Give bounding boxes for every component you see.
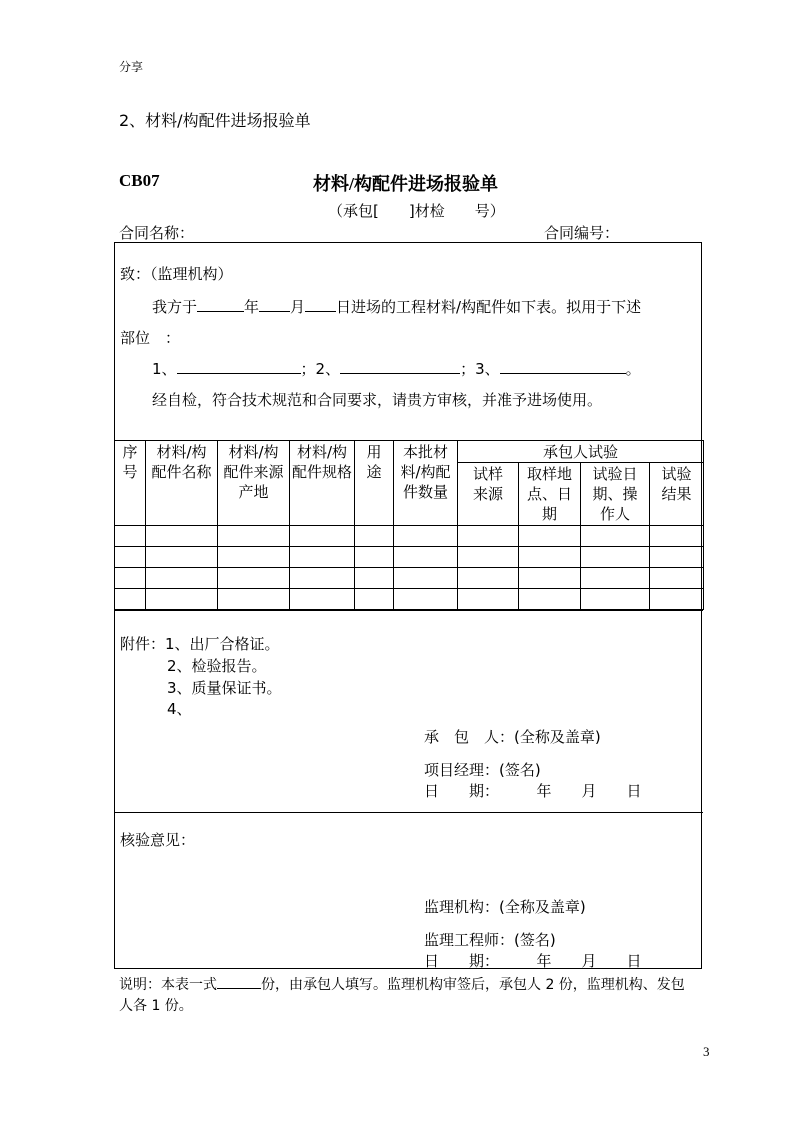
table-cell[interactable] (458, 568, 519, 589)
table-cell[interactable] (146, 568, 218, 589)
table-cell[interactable] (581, 526, 650, 547)
col-header-seq: 序号 (115, 441, 146, 526)
note-suffix: 份，由承包人填写。监理机构审签后，承包人 2 份，监理机构、发包 (261, 977, 685, 993)
col-header-use: 用途 (355, 441, 394, 526)
item2-label: ；2、 (300, 360, 341, 378)
p1-month: 月 (290, 298, 306, 316)
col-header-spec: 材料/构配件规格 (290, 441, 355, 526)
month-blank[interactable] (259, 297, 290, 312)
note-prefix: 说明：本表一式 (119, 977, 217, 993)
table-cell[interactable] (290, 589, 355, 610)
self-check-paragraph: 经自检，符合技术规范和合同要求，请贵方审核，并准予进场使用。 (152, 391, 603, 409)
page-number: 3 (703, 1044, 710, 1059)
item2-blank[interactable] (340, 359, 460, 374)
table-cell[interactable] (519, 547, 581, 568)
copies-blank[interactable] (217, 974, 261, 989)
col-header-name: 材料/构配件名称 (146, 441, 218, 526)
p1-year: 年 (244, 298, 260, 316)
table-cell[interactable] (115, 568, 146, 589)
table-body (115, 526, 704, 610)
contract-number-label: 合同编号： (544, 224, 620, 242)
contractor-date-line: 日 期： 年 月 日 (424, 782, 642, 800)
table-cell[interactable] (218, 568, 290, 589)
entry-date-paragraph (152, 296, 641, 317)
table-cell[interactable] (650, 526, 704, 547)
table-cell[interactable] (650, 589, 704, 610)
table-cell[interactable] (115, 589, 146, 610)
divider-attachments (114, 610, 703, 611)
table-cell[interactable] (355, 547, 394, 568)
table-cell[interactable] (581, 589, 650, 610)
table-cell[interactable] (394, 589, 458, 610)
col-header-sample-source: 试样来源 (458, 463, 519, 526)
table-cell[interactable] (355, 568, 394, 589)
table-row (115, 589, 704, 610)
form-code: CB07 (119, 171, 160, 190)
supervisor-org-line: 监理机构：(全称及盖章) (424, 898, 586, 916)
table-cell[interactable] (290, 547, 355, 568)
addressee-line: 致：（监理机构） (120, 265, 233, 283)
day-blank[interactable] (305, 297, 336, 312)
table-cell[interactable] (394, 568, 458, 589)
table-row (115, 526, 704, 547)
item1-label: 1、 (152, 360, 177, 378)
col-header-sample-place: 取样地点、日期 (519, 463, 581, 526)
divider-review (114, 812, 703, 813)
table-cell[interactable] (146, 526, 218, 547)
table-cell[interactable] (394, 526, 458, 547)
table-cell[interactable] (519, 568, 581, 589)
col-header-origin: 材料/构配件来源产地 (218, 441, 290, 526)
table-cell[interactable] (581, 568, 650, 589)
page-header-tag: 分享 (119, 60, 144, 74)
table-cell[interactable] (519, 526, 581, 547)
review-opinion-label: 核验意见： (120, 831, 196, 849)
table-cell[interactable] (355, 526, 394, 547)
table-row (115, 568, 704, 589)
materials-table (114, 440, 704, 610)
attachments-label: 附件：1、出厂合格证。 (120, 635, 280, 653)
table-cell[interactable] (146, 589, 218, 610)
table-cell[interactable] (218, 547, 290, 568)
item1-blank[interactable] (177, 359, 301, 374)
items-end: 。 (625, 360, 641, 378)
table-cell[interactable] (581, 547, 650, 568)
table-cell[interactable] (290, 526, 355, 547)
table-cell[interactable] (115, 526, 146, 547)
attachment-item-2: 2、检验报告。 (167, 657, 267, 675)
table-cell[interactable] (519, 589, 581, 610)
note-line-1 (119, 974, 685, 994)
col-header-test-date: 试验日期、操作人 (581, 463, 650, 526)
col-group-contractor-test: 承包人试验 (458, 441, 704, 463)
contract-name-label: 合同名称： (119, 224, 195, 242)
form-subtitle: （承包[ ]材检 号） (328, 202, 505, 220)
table-cell[interactable] (218, 526, 290, 547)
note-line-2: 人各 1 份。 (119, 998, 193, 1014)
table-cell[interactable] (458, 589, 519, 610)
usage-items-line (152, 358, 641, 379)
p1-prefix: 我方于 (152, 298, 198, 316)
project-manager-line: 项目经理：(签名) (424, 761, 541, 779)
location-paragraph: 部位 ： (120, 329, 181, 347)
table-cell[interactable] (146, 547, 218, 568)
table-cell[interactable] (290, 568, 355, 589)
table-cell[interactable] (394, 547, 458, 568)
table-cell[interactable] (458, 547, 519, 568)
table-row (115, 547, 704, 568)
table-cell[interactable] (650, 547, 704, 568)
supervisor-engineer-line: 监理工程师：(签名) (424, 931, 556, 949)
attachment-item-4: 4、 (167, 700, 192, 718)
col-header-test-result: 试验结果 (650, 463, 704, 526)
supervisor-date-line: 日 期： 年 月 日 (424, 952, 642, 970)
form-title: 材料/构配件进场报验单 (313, 174, 498, 194)
table-cell[interactable] (218, 589, 290, 610)
item3-label: ；3、 (460, 360, 500, 378)
col-header-qty: 本批材料/构配件数量 (394, 441, 458, 526)
table-cell[interactable] (115, 547, 146, 568)
item3-blank[interactable] (500, 359, 626, 374)
table-cell[interactable] (458, 526, 519, 547)
table-cell[interactable] (355, 589, 394, 610)
attachment-item-3: 3、质量保证书。 (167, 679, 282, 697)
section-title: 2、材料/构配件进场报验单 (119, 111, 311, 130)
year-blank[interactable] (197, 297, 244, 312)
contractor-name-line: 承 包 人：(全称及盖章) (424, 728, 601, 746)
p1-suffix: 日进场的工程材料/构配件如下表。拟用于下述 (336, 298, 642, 316)
table-cell[interactable] (650, 568, 704, 589)
